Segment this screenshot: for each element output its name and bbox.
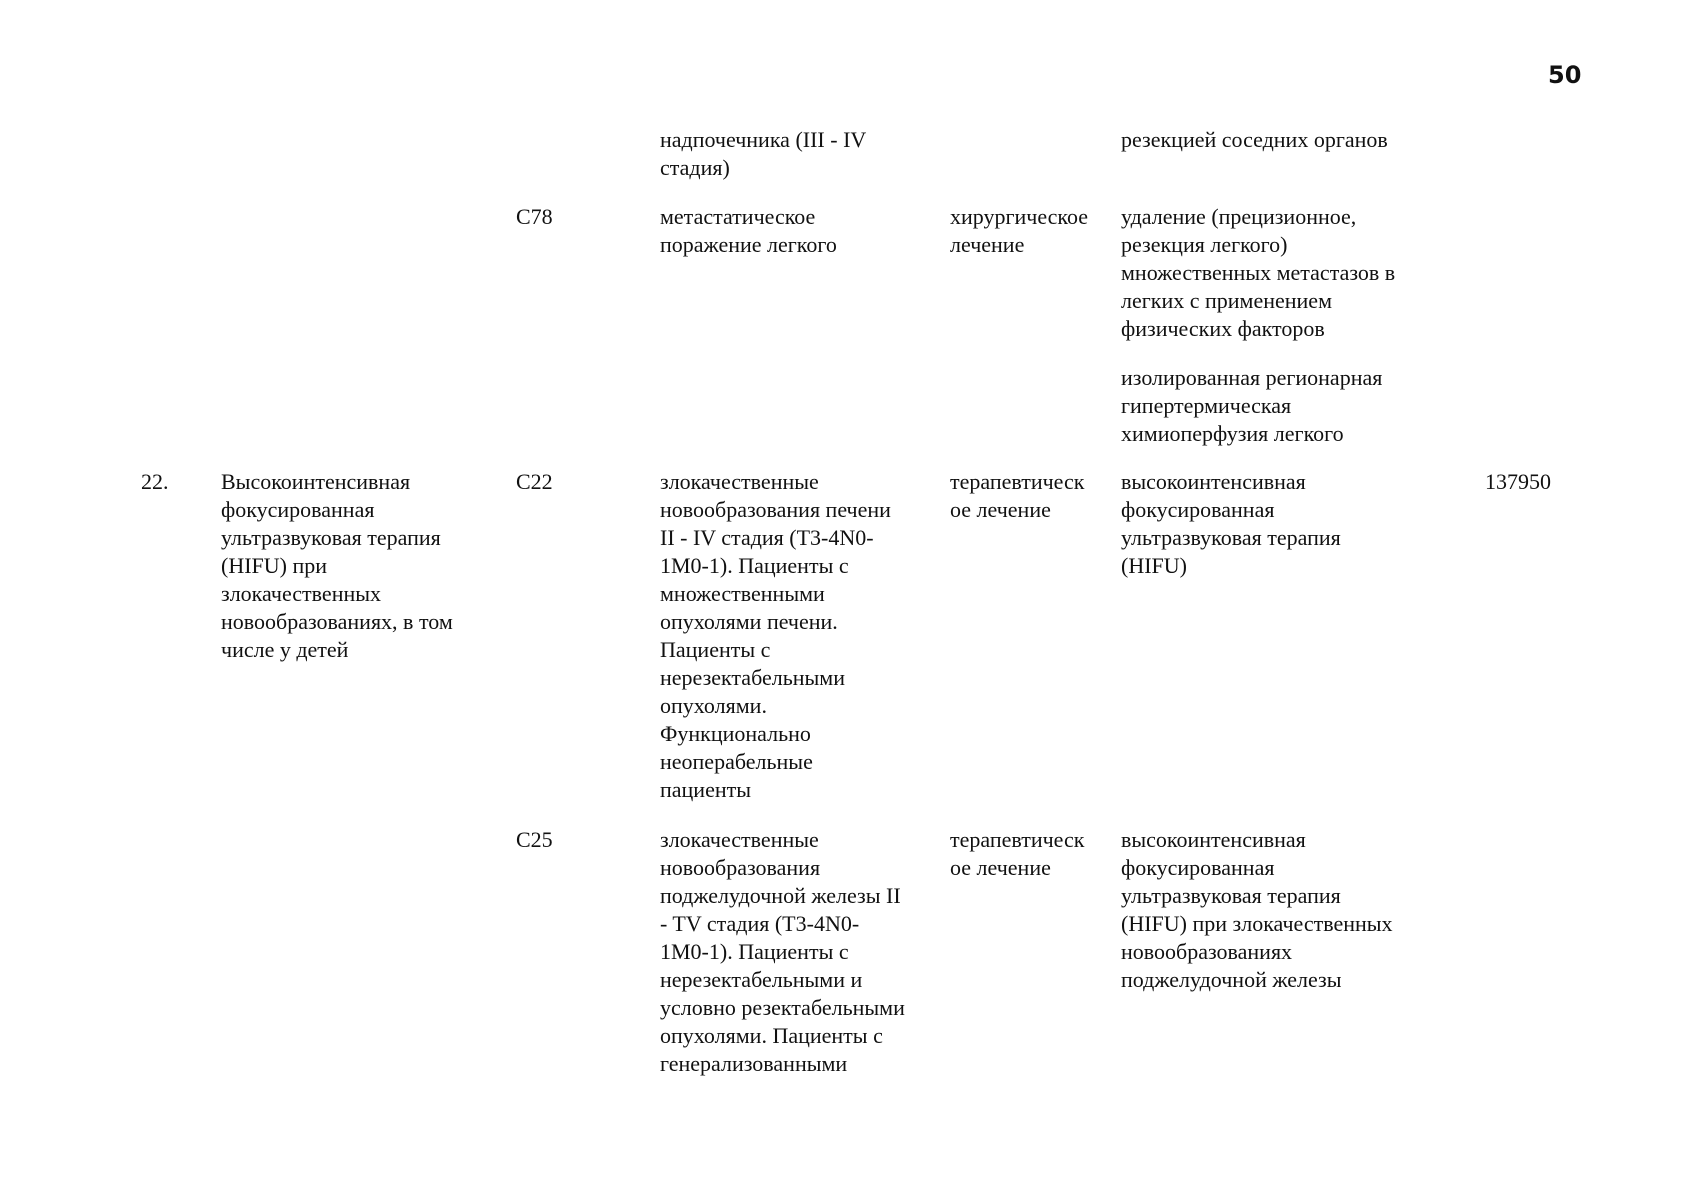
table-cell-code: C22 <box>516 469 553 494</box>
table-cell-type: терапевтическ ое лечение <box>950 469 1085 522</box>
table-cell-model: злокачественные новообразования печени II - IV стадия (T3-4N0- 1M0-1). Пациенты с множественными опухолями печени. Пациенты с нерезектабельными опухолями. Функционально неоперабельные пациенты <box>660 469 891 802</box>
table-cell-method: удаление (прецизионное, резекция легкого) множественных метастазов в легких с применением физических факторов <box>1121 204 1396 341</box>
table-cell-model: злокачественные новообразования поджелудочной железы II - TV стадия (T3-4N0- 1M0-1). Пациенты с нерезектабельными и условно резектабельными опухолями. Пациенты с генерализованными <box>660 827 905 1076</box>
table-cell-model: метастатическое поражение легкого <box>660 204 837 257</box>
table-cell-method: изолированная регионарная гипертермическая химиоперфузия легкого <box>1121 365 1383 446</box>
table-cell-name: Высокоинтенсивная фокусированная ультразвуковая терапия (HIFU) при злокачественных новообразованиях, в том числе у детей <box>221 469 453 662</box>
table-cell-code: C25 <box>516 827 553 852</box>
table-cell-cost: 137950 <box>1485 469 1551 494</box>
table-cell-method: высокоинтенсивная фокусированная ультразвуковая терапия (HIFU) <box>1121 469 1341 578</box>
table-cell-method: высокоинтенсивная фокусированная ультразвуковая терапия (HIFU) при злокачественных новообразованиях поджелудочной железы <box>1121 827 1393 992</box>
table-cell-number: 22. <box>141 469 169 494</box>
table-cell-code: C78 <box>516 204 553 229</box>
table-cell-model: надпочечника (III - IV стадия) <box>660 127 867 180</box>
table-cell-type: терапевтическ ое лечение <box>950 827 1085 880</box>
page-number: 50 <box>1548 61 1582 89</box>
table-cell-type: хирургическое лечение <box>950 204 1089 257</box>
table-cell-method: резекцией соседних органов <box>1121 127 1388 152</box>
